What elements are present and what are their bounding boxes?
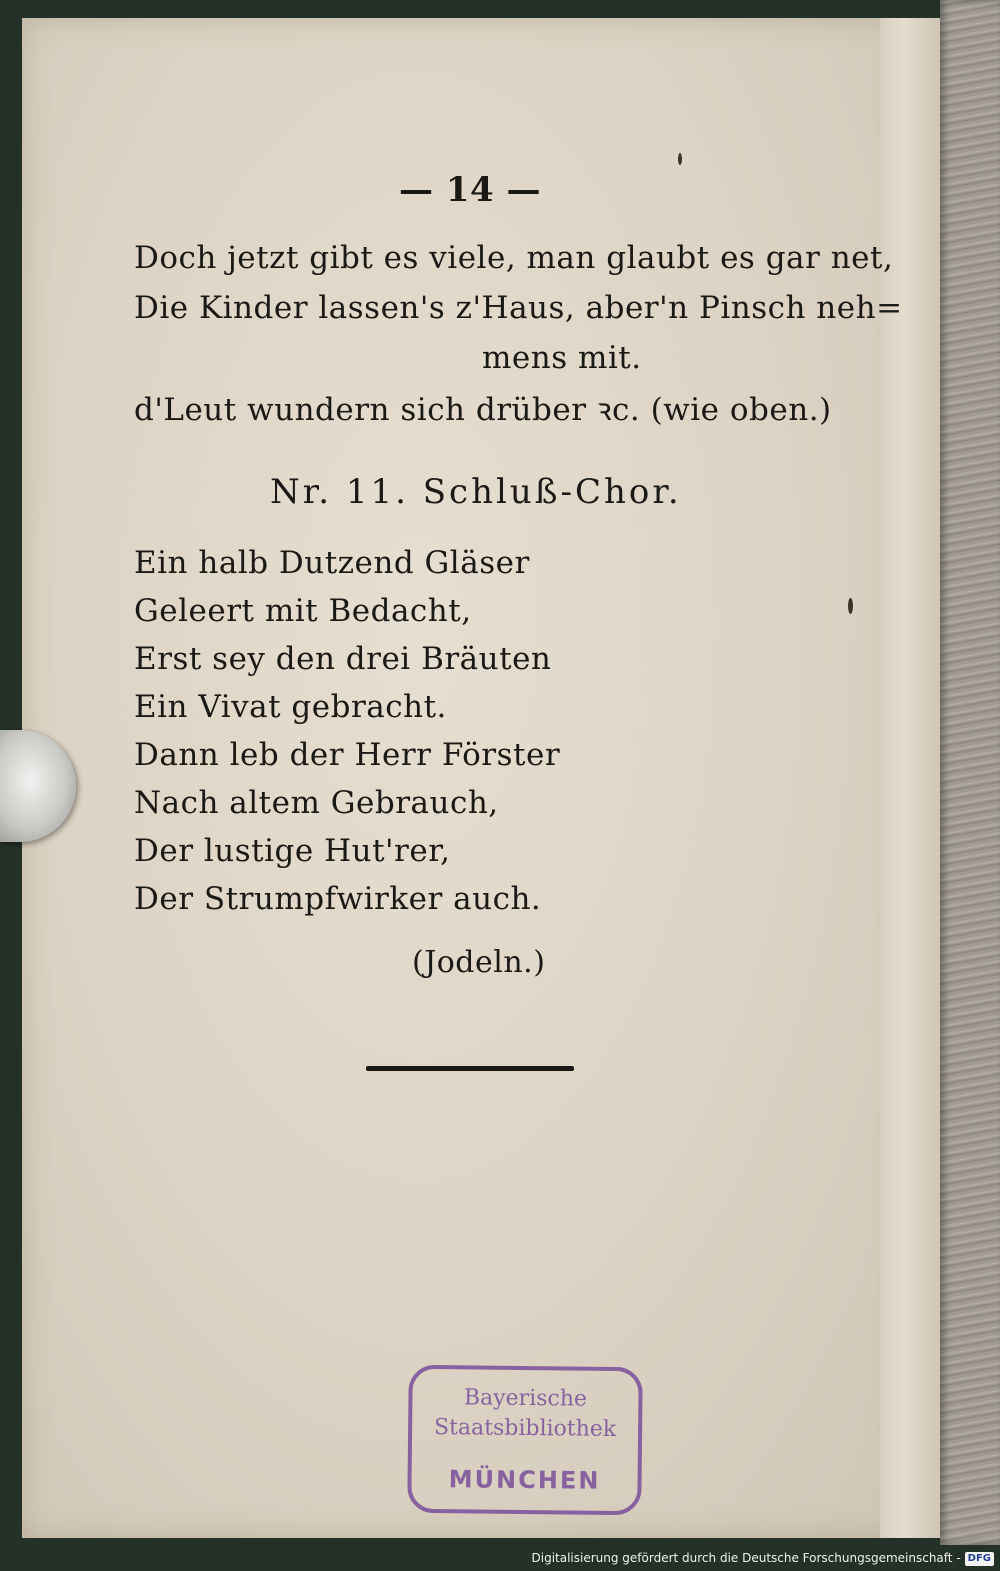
chorus-line: Der lustige Hut'rer, xyxy=(134,833,451,869)
verse-line: Die Kinder lassen's z'Haus, aber'n Pinsch neh= xyxy=(134,290,903,326)
page-number: — 14 — xyxy=(399,170,541,210)
chorus-line: Ein halb Dutzend Gläser xyxy=(134,545,530,581)
paper-speck xyxy=(678,153,682,165)
chorus-heading: Nr. 11. Schluß-Chor. xyxy=(270,472,682,512)
chorus-line: Der Strumpfwirker auch. xyxy=(134,881,542,917)
stamp-line: Staatsbibliothek xyxy=(433,1415,617,1442)
dfg-logo: DFG xyxy=(965,1552,994,1566)
stamp-line: MÜNCHEN xyxy=(448,1465,601,1495)
chorus-line: Geleert mit Bedacht, xyxy=(134,593,472,629)
chorus-line: Dann leb der Herr Förster xyxy=(134,737,561,773)
book-cover-edge xyxy=(940,0,1000,1545)
paper-speck xyxy=(848,598,853,614)
library-stamp xyxy=(407,1365,643,1515)
verse-line: mens mit. xyxy=(482,340,642,376)
digitization-credit xyxy=(532,1547,995,1569)
chorus-line: Erst sey den drei Bräuten xyxy=(134,641,552,677)
end-rule xyxy=(366,1066,574,1071)
verse-line: Doch jetzt gibt es viele, man glaubt es gar net, xyxy=(134,240,894,276)
stamp-line: Bayerische xyxy=(463,1385,588,1412)
credit-text: Digitalisierung gefördert durch die Deutsche Forschungsgemeinschaft - xyxy=(531,1551,961,1565)
stage-direction: (Jodeln.) xyxy=(412,945,546,980)
verse-line: d'Leut wundern sich drüber ꝛc. (wie oben.) xyxy=(134,392,832,428)
chorus-line: Nach altem Gebrauch, xyxy=(134,785,499,821)
chorus-line: Ein Vivat gebracht. xyxy=(134,689,447,725)
